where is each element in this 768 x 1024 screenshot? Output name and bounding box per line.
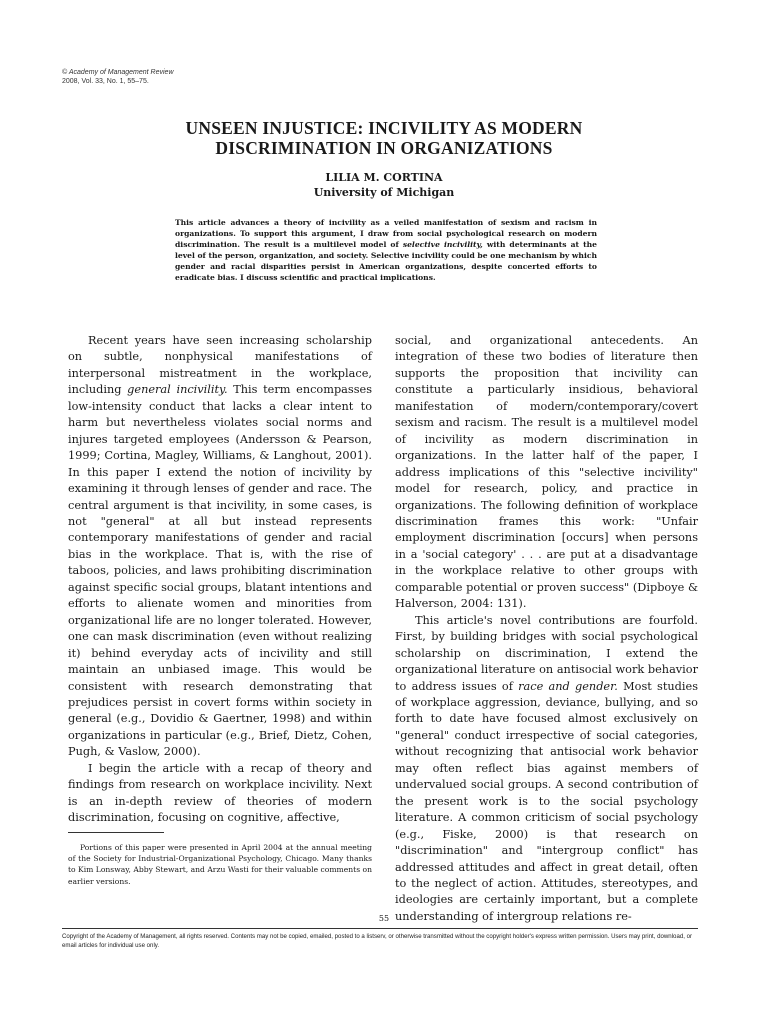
article-title	[100, 118, 668, 158]
body-text: This term encompasses low-intensity conduct that lacks a clear intent to harm but nevertheless violates social norms and injures targeted employees (Andersson & Pearson, 1999; Cortina, Magley, Williams, & Langhout, 2001). In this paper I extend the notion of incivility by examining it through lenses of gender and race. The central argument is that incivility, in some cases, is not "general" at all but instead represents contemporary manifestations of gender and racial bias in the workplace. That is, with the rise of taboos, policies, and laws prohibiting discrimination against specific social groups, blatant intentions and efforts to alienate women and minorities from organizational life are no longer tolerated. However, one can mask discrimination (even without realizing it) behind everyday acts of incivility and still maintain an unbiased image. This would be consistent with research demonstrating that prejudices persist in covert forms within society in general (e.g., Dovidio & Gaertner, 1998) and within organizations in particular (e.g., Brief, Dietz, Cohen, Pugh, & Vaslow, 2000).	[68, 383, 372, 759]
abstract-text-1: This article advances a theory of incivility as a veiled manifestation of sexism and racism in organizations. To support this argument, I draw from social psychological research on modern discrimination. The result is a multilevel model of	[175, 218, 597, 249]
page-number: 55	[378, 914, 390, 923]
footnote: Portions of this paper were presented in April 2004 at the annual meeting of the Society for Industrial-Organizational Psychology, Chicago. Many thanks to Kim Lonsway, Abby Stewart, and Arzu Wasti for their valuable comments on earlier versions.	[68, 843, 372, 886]
body-paragraph	[395, 613, 698, 926]
body-paragraph	[68, 333, 372, 761]
author-affiliation: University of Michigan	[313, 186, 455, 199]
footnote-rule	[68, 832, 164, 833]
copyright-notice: Copyright of the Academy of Management, all rights reserved. Contents may not be copied, emailed, posted to a listserv, or otherwise transmitted without the copyright holder's express written permission. Users may print, download, or email articles for individual use only.	[62, 933, 693, 949]
body-text: This article's novel contributions are fourfold. First, by building bridges with social psychological scholarship on discrimination, I extend the organizational literature on antisocial work behavior to address issues of	[395, 613, 698, 693]
body-column-right	[395, 333, 698, 925]
body-italic-term: general incivility.	[127, 383, 228, 397]
body-paragraph: social, and organizational antecedents. An integration of these two bodies of literature then supports the proposition that incivility can constitute a particularly insidious, behavioral manifestation of modern/contemporary/covert sexism and racism. The result is a multilevel model of incivility as modern discrimination in organizations. In the latter half of the paper, I address implications of this "selective incivility" model for research, policy, and practice in organizations. The following definition of workplace discrimination frames this work: "Unfair employment discrimination [occurs] when persons in a 'social category' . . . are put at a disadvantage in the workplace relative to other groups with comparable potential or proven success" (Dipboye & Halverson, 2004: 131).	[395, 334, 698, 611]
bottom-rule	[62, 928, 698, 929]
body-paragraph: I begin the article with a recap of theory and findings from research on workplace incivility. Next is an in-depth review of theories of modern discrimination, focusing on cognitive, affective,	[68, 761, 372, 825]
abstract	[175, 217, 597, 283]
body-text: Most studies of workplace aggression, deviance, bullying, and so forth to date have focused almost exclusively on "general" conduct irrespective of social categories, without recognizing that antisocial work behavior may often reflect bias against members of undervalued social groups. A second contribution of the present work is to the social psychology literature. A common criticism of social psychology (e.g., Fiske, 2000) is that research on "discrimination" and "intergroup conflict" has addressed attitudes and affect in great detail, often to the neglect of action. Attitudes, stereotypes, and ideologies are certainly important, but a complete understanding of intergroup relations re-	[395, 679, 698, 923]
article-title-line-2: DISCRIMINATION IN ORGANIZATIONS	[215, 138, 553, 158]
body-text: Recent years have seen increasing scholarship on subtle, nonphysical manifestations of interpersonal mistreatment in the workplace, including	[68, 334, 372, 397]
body-column-left	[68, 333, 372, 827]
journal-name: © Academy of Management Review	[62, 69, 174, 76]
author-block	[100, 170, 668, 200]
journal-citation: 2008, Vol. 33, No. 1, 55–75.	[62, 78, 149, 85]
abstract-text-2: with determinants at the level of the person, organization, and society. Selective incivility could be one mechanism by which gender and racial disparities persist in American organizations, despite concerted efforts to eradicate bias. I discuss scientific and practical implications.	[175, 240, 598, 282]
body-italic-term: race and gender.	[518, 679, 618, 693]
journal-header	[62, 68, 174, 86]
author-name: LILIA M. CORTINA	[325, 171, 443, 184]
abstract-italic-term: selective incivility,	[402, 240, 483, 249]
article-title-line-1: UNSEEN INJUSTICE: INCIVILITY AS MODERN	[185, 118, 583, 138]
